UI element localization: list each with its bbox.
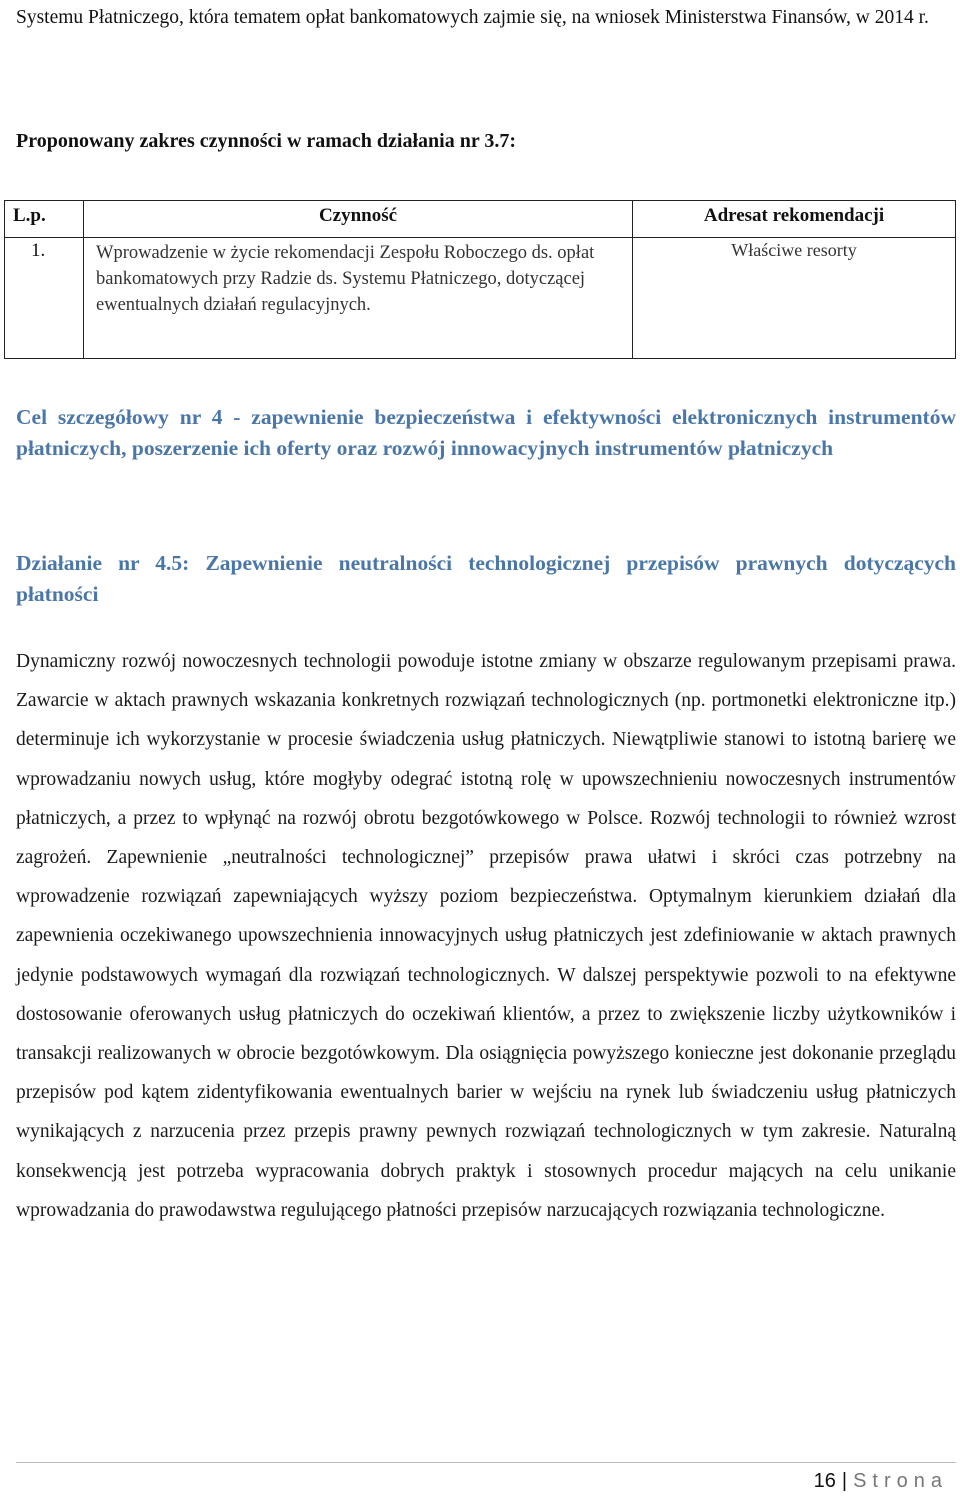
row-lp: 1. (5, 238, 84, 359)
footer-word: Strona (853, 1470, 948, 1492)
intro-paragraph: Systemu Płatniczego, która tematem opłat bankomatowych zajmie się, na wniosek Ministerstwa Finansów, w 2014 r. (16, 7, 929, 28)
header-activity: Czynność (84, 201, 633, 238)
body-paragraph: Dynamiczny rozwój nowoczesnych technologii powoduje istotne zmiany w obszarze regulowanym przepisami prawa. Zawarcie w aktach prawnych wskazania konkretnych rozwiązań technologicznych (np. portmonetki elektroniczne itp.) determinuje ich wykorzystanie w procesie świadczenia usług płatniczych. Niewątpliwie stanowi to istotną barierę we wprowadzaniu nowych usług, które mogłyby odegrać istotną rolę w upowszechnieniu nowoczesnych instrumentów płatniczych, a przez to wpłynąć na rozwój obrotu bezgotówkowego w Polsce. Rozwój technologii to również wzrost zagrożeń. Zapewnienie „neutralności technologicznej” przepisów prawa ułatwi i skróci czas potrzebny na wprowadzenie rozwiązań zapewniających wyższy poziom bezpieczeństwa. Optymalnym kierunkiem działań dla zapewnienia oczekiwanego upowszechnienia innowacyjnych usług płatniczych jest zdefiniowanie w aktach prawnych jedynie podstawowych wymagań dla rozwiązań technologicznych. W dalszej perspektywie pozwoli to na efektywne dostosowanie oferowanych usług płatniczych do oczekiwań klientów, a przez to zwiększenie liczby użytkowników i transakcji realizowanych w obrocie bezgotówkowym. Dla osiągnięcia powyższego konieczne jest dokonanie przeglądu przepisów pod kątem zidentyfikowania ewentualnych barier w wejściu na rynek lub świadczeniu usług płatniczych wynikających z narzucenia przez przepis prawny pewnych rozwiązań technologicznych w tym zakresie. Naturalną konsekwencją jest potrzeba wypracowania dobrych praktyk i stosownych procedur mających na celu unikanie wprowadzania do prawodawstwa regulującego płatności przepisów narzucających rozwiązania technologiczne. (16, 651, 956, 1221)
row-addressee: Właściwe resorty (633, 238, 956, 359)
header-addressee: Adresat rekomendacji (633, 201, 956, 238)
action-heading: Działanie nr 4.5: Zapewnienie neutralności technologicznej przepisów prawnych dotyczących płatności (16, 551, 956, 606)
page-number: 16 (813, 1470, 836, 1492)
header-lp: L.p. (5, 201, 84, 238)
recommendations-table (4, 200, 956, 359)
goal-heading: Cel szczegółowy nr 4 - zapewnienie bezpieczeństwa i efektywności elektronicznych instrumentów płatniczych, poszerzenie ich oferty oraz rozwój innowacyjnych instrumentów płatniczych (16, 405, 956, 460)
footer-separator: | (841, 1470, 848, 1492)
row-activity: Wprowadzenie w życie rekomendacji Zespołu Roboczego ds. opłat bankomatowych przy Radzie ds. Systemu Płatniczego, dotyczącej ewentualnych działań regulacyjnych. (84, 238, 633, 359)
page-footer (814, 1470, 948, 1493)
section-heading: Proponowany zakres czynności w ramach działania nr 3.7: (16, 130, 517, 152)
table-header-row (5, 201, 956, 238)
footer-divider (16, 1462, 956, 1463)
table-row (5, 238, 956, 359)
